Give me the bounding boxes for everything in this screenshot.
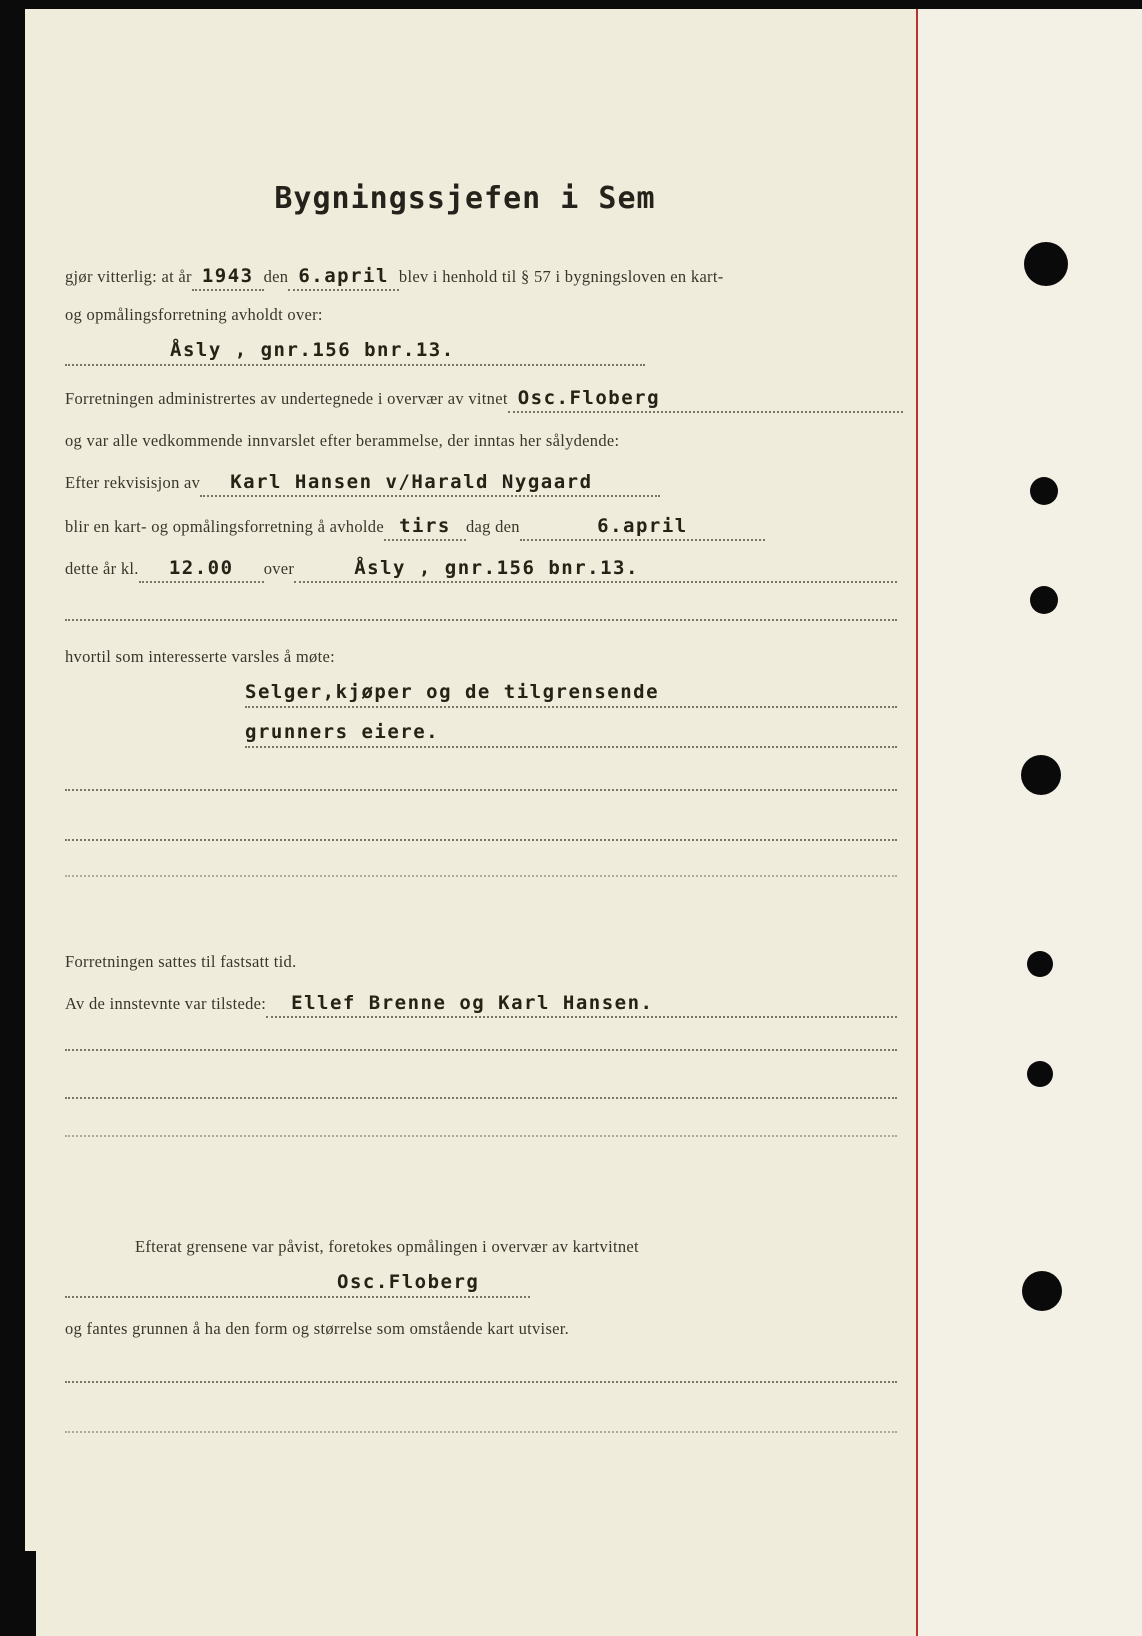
requisition-value: Karl Hansen v/Harald Nygaard	[200, 471, 660, 497]
summons-label: hvortil som interesserte varsles å møte:	[65, 647, 335, 666]
blank-rule	[65, 839, 897, 841]
date-value: 6.april	[288, 265, 399, 291]
property-line	[65, 339, 645, 366]
intro-line-1	[65, 265, 915, 291]
blank-rule	[65, 1049, 897, 1051]
punch-hole	[1030, 477, 1058, 505]
meeting-label: blir en kart- og opmålingsforretning å avholde	[65, 517, 384, 536]
requisition-line	[65, 471, 660, 497]
summoned-line-2	[245, 721, 897, 748]
attendees-label: Av de innstevnte var tilstede:	[65, 994, 267, 1013]
kartvitne-value: Osc.Floberg	[337, 1271, 480, 1293]
weekday-value: tirs	[384, 515, 466, 541]
intro-prefix: gjør vitterlig: at år	[65, 267, 192, 286]
summons-line	[65, 647, 335, 667]
scan-edge-smudge	[25, 1551, 36, 1636]
blank-rule	[65, 1381, 897, 1383]
admin-line	[65, 387, 903, 413]
time-line	[65, 557, 897, 583]
document-title: Bygningssjefen i Sem	[274, 181, 656, 216]
notice-line	[65, 431, 619, 451]
blank-rule	[65, 619, 897, 621]
closing-line	[65, 1319, 569, 1339]
time-value: 12.00	[139, 557, 264, 583]
blank-rule	[65, 1431, 897, 1433]
blank-rule	[65, 875, 897, 877]
survey-text: Efterat grensene var påvist, foretokes opmålingen i overvær av kartvitnet	[135, 1237, 639, 1256]
notice-text: og var alle vedkommende innvarslet efter berammelse, der inntas her sålydende:	[65, 431, 620, 450]
meeting-line	[65, 515, 765, 541]
time-label-1: dette år kl.	[65, 559, 139, 578]
summoned-line-1	[245, 681, 897, 708]
admin-label: Forretningen administrertes av undertegnede i overvær av vitnet	[65, 389, 508, 408]
intro-line2-text: og opmålingsforretning avholdt over:	[65, 305, 323, 324]
summoned-text-1: Selger,kjøper og de tilgrensende	[245, 681, 660, 703]
fixed-time-line	[65, 952, 297, 972]
attendees-line	[65, 992, 897, 1018]
survey-line	[135, 1237, 639, 1257]
punch-hole	[1024, 242, 1068, 286]
intro-mid: den	[263, 267, 289, 286]
summoned-text-2: grunners eiere.	[245, 721, 440, 743]
fixed-time-text: Forretningen sattes til fastsatt tid.	[65, 952, 297, 971]
property-value-2: Åsly , gnr.156 bnr.13.	[294, 557, 897, 583]
attendees-value: Ellef Brenne og Karl Hansen.	[266, 992, 897, 1018]
punch-hole	[1021, 755, 1061, 795]
blank-rule	[65, 1097, 897, 1099]
property-value: Åsly , gnr.156 bnr.13.	[170, 339, 455, 361]
requisition-label: Efter rekvisisjon av	[65, 473, 201, 492]
intro-line-2	[65, 305, 323, 325]
closing-text: og fantes grunnen å ha den form og størrelse som omstående kart utviser.	[65, 1319, 570, 1338]
punch-hole	[1022, 1271, 1062, 1311]
intro-suffix: blev i henhold til § 57 i bygningsloven en kart-	[398, 267, 724, 286]
punch-hole	[1027, 1061, 1053, 1087]
punch-hole	[1030, 586, 1058, 614]
time-label-2: over	[263, 559, 295, 578]
kartvitne-line	[65, 1271, 530, 1298]
witness-value: Osc.Floberg	[508, 387, 903, 413]
blank-rule	[65, 789, 897, 791]
punch-hole	[1027, 951, 1053, 977]
paper-sheet	[25, 9, 1142, 1636]
margin-red-line	[916, 9, 918, 1636]
year-value: 1943	[192, 265, 264, 291]
blank-rule	[65, 1135, 897, 1137]
meeting-mid: dag den	[465, 517, 520, 536]
meeting-date-value: 6.april	[520, 515, 765, 541]
